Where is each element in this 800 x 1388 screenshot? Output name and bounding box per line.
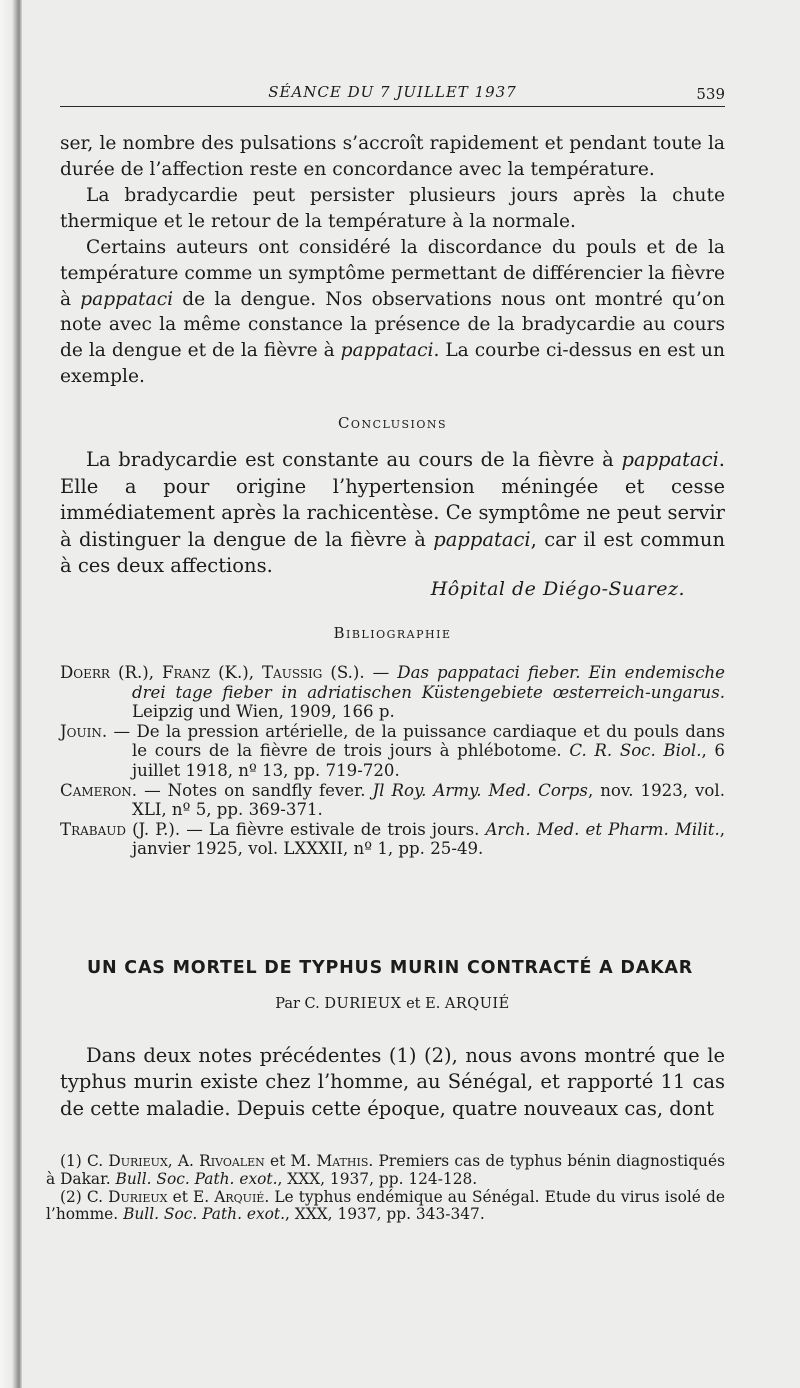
bibliography-entry bbox=[60, 663, 725, 722]
italic-term: pappataci bbox=[433, 527, 531, 551]
signature-affiliation: Hôpital de Diégo-Suarez. bbox=[430, 578, 685, 600]
bibliography-entry bbox=[60, 722, 725, 781]
entry-author: Doerr bbox=[60, 663, 110, 682]
entry-title: Arch. Med. et Pharm. Milit. bbox=[485, 819, 720, 839]
running-header bbox=[60, 72, 725, 107]
entry-title: Jl Roy. Army. Med. Corps bbox=[372, 780, 588, 800]
text-run: (R.), bbox=[109, 663, 162, 682]
footnote-journal: Bull. Soc. Path. exot. bbox=[123, 1205, 285, 1224]
footnote-author: Arquié bbox=[214, 1187, 265, 1206]
text-run: . La courbe ci-dessus en est un exemple. bbox=[60, 340, 726, 387]
text-run: Certains auteurs ont considéré la discordance du pouls et de la température comme un symptôme permettant de différencier la fièvre à bbox=[60, 237, 725, 310]
text-run: et E. bbox=[167, 1187, 215, 1206]
paragraph-2: La bradycardie peut persister plusieurs jours après la chute thermique et le retour de la température à la normale. bbox=[60, 185, 725, 232]
text-run: , XXX, 1937, pp. 124-128. bbox=[277, 1169, 478, 1188]
text-run: et E. bbox=[401, 996, 445, 1012]
entry-author: Franz bbox=[162, 663, 211, 682]
text-run: , janvier 1925, vol. LXXXII, nº 1, pp. 25-49. bbox=[132, 819, 725, 859]
bibliography-entry bbox=[60, 820, 725, 859]
article-byline bbox=[60, 996, 725, 1012]
footnote-author: Durieux, A. Rivoalen bbox=[108, 1152, 265, 1170]
paragraph-1: ser, le nombre des pulsations s’accroît rapidement et pendant toute la durée de l’affection reste en concordance avec la température. bbox=[60, 133, 725, 180]
bibliography-heading: Bibliographie bbox=[333, 624, 452, 642]
text-run: Leipzig und Wien, 1909, 166 p. bbox=[132, 702, 395, 722]
text-run: (K.), bbox=[210, 663, 262, 682]
footnote-journal: Bull. Soc. Path. exot. bbox=[115, 1169, 278, 1188]
text-run: de la dengue. Nos observations nous ont montré qu’on note avec la même constance la présence de la bradycardie au cours de la dengue et de la fièvre à bbox=[60, 288, 725, 362]
footnote-2 bbox=[46, 1189, 725, 1225]
italic-term: pappataci bbox=[340, 340, 434, 362]
text-run: . — Notes on sandfly fever. bbox=[131, 780, 373, 800]
text-run: . Le typhus endémique au Sénégal. Etude du virus isolé de l’homme. bbox=[46, 1187, 725, 1224]
text-run: Par C. bbox=[275, 996, 325, 1012]
bibliography-entry bbox=[60, 781, 725, 820]
footnote-author: Mathis bbox=[316, 1152, 369, 1170]
text-run: , 6 juillet 1918, nº 13, pp. 719-720. bbox=[132, 741, 725, 780]
entry-title: C. R. Soc. Biol. bbox=[569, 741, 702, 761]
entry-title: Das pappataci fieber. Ein endemische drei tage fieber in adriatischen Küstengebiete œsterreich-ungarus. bbox=[132, 663, 725, 702]
italic-term: pappataci bbox=[80, 288, 174, 310]
footnote-1 bbox=[46, 1153, 725, 1189]
text-run: , XXX, 1937, pp. 343-347. bbox=[285, 1205, 485, 1224]
entry-author: Trabaud bbox=[60, 819, 126, 839]
book-binding-shadow bbox=[0, 0, 22, 1388]
bibliography-list bbox=[60, 663, 725, 859]
author-name: ARQUIÉ bbox=[444, 996, 510, 1012]
article-body-paragraph: Dans deux notes précédentes (1) (2), nous avons montré que le typhus murin existe chez l’homme, au Sénégal, et rapporté 11 cas de cette maladie. Depuis cette époque, quatre nouveaux cas, dont bbox=[60, 1044, 725, 1120]
text-run: (J. P.). — La fièvre estivale de trois jours. bbox=[126, 819, 486, 839]
text-run: . Premiers cas de typhus bénin diagnostiqués à Dakar. bbox=[46, 1152, 725, 1188]
text-run: La bradycardie est constante au cours de la fièvre à bbox=[86, 448, 622, 471]
text-run: . — De la pression artérielle, de la puissance cardiaque et du pouls dans le cours de la fièvre de trois jours à phlébotome. bbox=[101, 721, 725, 761]
conclusions-paragraph bbox=[60, 447, 725, 580]
article-title: UN CAS MORTEL DE TYPHUS MURIN CONTRACTÉ A DAKAR bbox=[86, 958, 694, 978]
text-run: et M. bbox=[264, 1152, 317, 1170]
entry-author: Taussig bbox=[261, 663, 323, 682]
text-run: (1) C. bbox=[60, 1152, 109, 1170]
text-run: . Elle a pour origine l’hypertension méningée et cesse immédiatement après la rachicentèse. Ce symptôme ne peut servir à distinguer la dengue de la fièvre à bbox=[60, 448, 725, 551]
text-run: (S.). — bbox=[322, 663, 398, 682]
footnotes bbox=[46, 1153, 725, 1224]
entry-author: Cameron bbox=[60, 780, 132, 800]
italic-term: pappataci bbox=[621, 448, 719, 471]
footnote-author: Durieux bbox=[108, 1187, 168, 1206]
text-run: (2) C. bbox=[60, 1187, 109, 1206]
author-name: DURIEUX bbox=[324, 996, 402, 1012]
text-run: , nov. 1923, vol. XLI, nº 5, pp. 369-371. bbox=[132, 780, 725, 820]
paragraph-3 bbox=[60, 235, 725, 390]
conclusions-heading: Conclusions bbox=[337, 414, 448, 432]
entry-author: Jouin bbox=[60, 721, 102, 741]
text-run: , car il est commun à ces deux affections. bbox=[60, 527, 726, 578]
page-number: 539 bbox=[696, 85, 725, 103]
running-title: SÉANCE DU 7 JUILLET 1937 bbox=[268, 83, 517, 101]
